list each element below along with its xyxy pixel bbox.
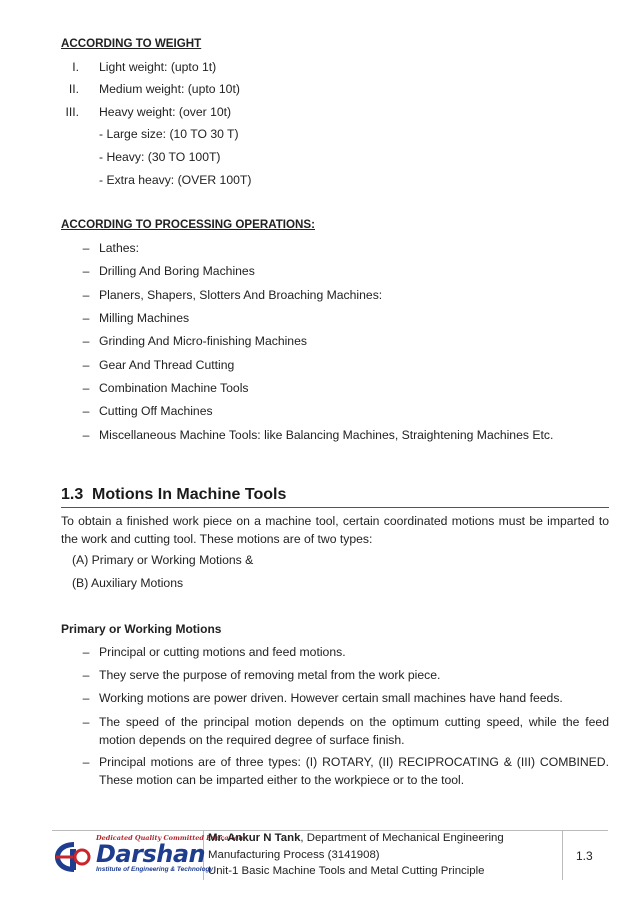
primary-heading: Primary or Working Motions: [61, 622, 222, 636]
intro-paragraph: To obtain a finished work piece on a machine tool, certain coordinated motions must be imparted to the work and cutting tool. These motions are of two types:: [61, 514, 609, 546]
processing-heading: ACCORDING TO PROCESSING OPERATIONS:: [61, 218, 316, 231]
dash-bullet: –: [82, 241, 90, 255]
weight-heading: ACCORDING TO WEIGHT: [61, 37, 202, 50]
dash-bullet: –: [82, 755, 90, 769]
footer-separator: [562, 830, 563, 880]
dash-bullet: –: [82, 404, 90, 418]
dash-bullet: –: [82, 288, 90, 302]
dash-bullet: –: [82, 668, 90, 682]
list-marker: III.: [65, 105, 79, 119]
list-marker: II.: [68, 82, 79, 96]
dash-bullet: –: [82, 645, 90, 659]
list-item: They serve the purpose of removing metal from the work piece.: [99, 668, 441, 682]
footer-subject: Manufacturing Process (3141908): [208, 849, 380, 861]
motion-type: (B) Auxiliary Motions: [72, 576, 184, 590]
dash-bullet: –: [82, 264, 90, 278]
list-item: Light weight: (upto 1t): [99, 60, 217, 74]
list-item: Lathes:: [99, 241, 139, 255]
list-item: Combination Machine Tools: [99, 381, 249, 395]
logo-subtitle: Institute of Engineering & Technology: [96, 866, 214, 873]
list-item: Gear And Thread Cutting: [99, 358, 235, 372]
darshan-logo: [52, 834, 244, 876]
darshan-emblem-icon: [52, 840, 92, 874]
sub-list-item: - Extra heavy: (OVER 100T): [99, 173, 252, 187]
footer-author: [208, 832, 504, 844]
list-marker: I.: [72, 60, 79, 74]
list-item: Medium weight: (upto 10t): [99, 82, 240, 96]
list-item: Principal motions are of three types: (I) ROTARY, (II) RECIPROCATING & (III) COMBINED. These motion can be imparted either to the workpiece or to the tool.: [99, 755, 609, 787]
section-number: 1.3: [61, 486, 84, 503]
dash-bullet: –: [82, 311, 90, 325]
footer-unit: Unit-1 Basic Machine Tools and Metal Cutting Principle: [208, 865, 485, 877]
section-divider: [61, 507, 609, 508]
list-item: Heavy weight: (over 10t): [99, 105, 232, 119]
list-item: Working motions are power driven. However certain small machines have hand feeds.: [99, 691, 563, 705]
list-item: Milling Machines: [99, 311, 190, 325]
section-title: Motions In Machine Tools: [92, 486, 287, 503]
logo-name: Darshan: [96, 840, 206, 868]
motion-type: (A) Primary or Working Motions &: [72, 553, 254, 567]
author-name: Mr. Ankur N Tank: [208, 832, 301, 844]
dash-bullet: –: [82, 381, 90, 395]
author-department: , Department of Mechanical Engineering: [300, 832, 504, 844]
list-item: Miscellaneous Machine Tools: like Balancing Machines, Straightening Machines Etc.: [99, 428, 554, 442]
dash-bullet: –: [82, 691, 90, 705]
list-item: The speed of the principal motion depends on the optimum cutting speed, while the feed motion depends on the required degree of surface finish.: [99, 715, 609, 747]
dash-bullet: –: [82, 334, 90, 348]
footer-divider: [52, 830, 608, 831]
list-item: Drilling And Boring Machines: [99, 264, 255, 278]
list-item: Grinding And Micro-finishing Machines: [99, 334, 307, 348]
dash-bullet: –: [82, 715, 90, 729]
sub-list-item: - Large size: (10 TO 30 T): [99, 127, 239, 141]
dash-bullet: –: [82, 428, 90, 442]
dash-bullet: –: [82, 358, 90, 372]
sub-list-item: - Heavy: (30 TO 100T): [99, 150, 221, 164]
list-item: Planers, Shapers, Slotters And Broaching Machines:: [99, 288, 383, 302]
logo-tagline: Dedicated Quality Committed Education: [96, 834, 244, 842]
page-number: 1.3: [576, 849, 593, 863]
list-item: Cutting Off Machines: [99, 404, 213, 418]
list-item: Principal or cutting motions and feed motions.: [99, 645, 346, 659]
